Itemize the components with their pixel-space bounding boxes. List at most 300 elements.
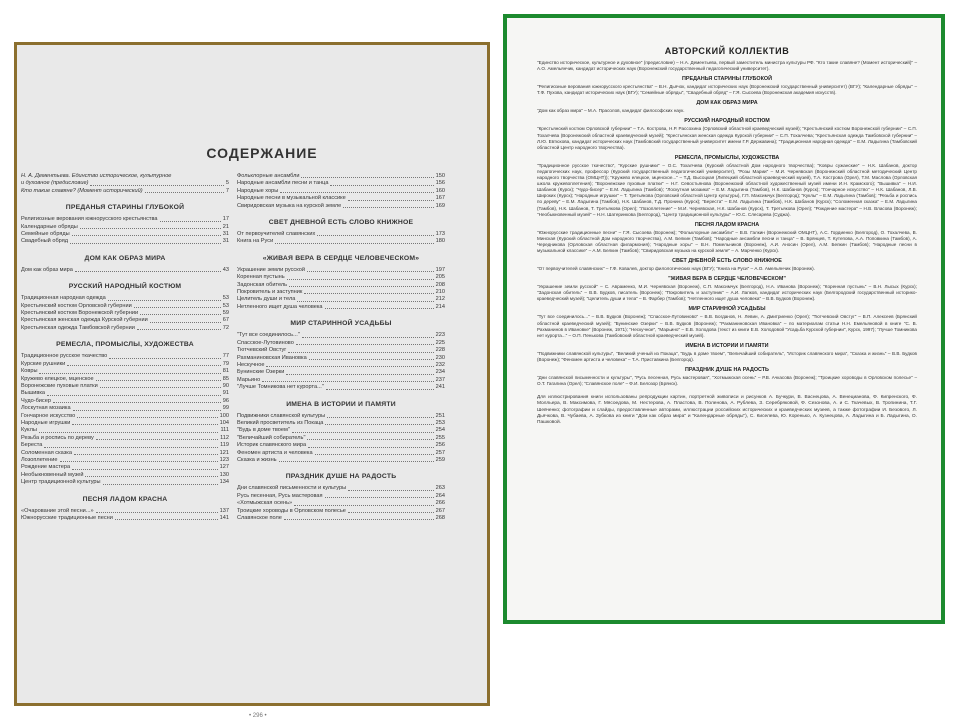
entry-page-number: 43: [222, 266, 229, 273]
contents-entry: [237, 420, 445, 427]
entry-title: Историк славянского мира: [237, 442, 307, 449]
entry-page-number: 79: [222, 360, 229, 367]
section-heading: РУССКИЙ НАРОДНЫЙ КОСТЮМ: [68, 283, 182, 291]
contents-entry: [237, 274, 445, 281]
illustrations-note: Для иллюстрирования книги использованы репродукции картин, портретной живописи и рисунков А. Бучкури, В. Васнецова, А. Венецианова, Ф. Кипренского, Ф. Молльера, В. Максимова, Г. Мясоедова, М. Нестерова, А. Пластова, В. Поленова, А. Рублева, З. Серебряковой, Ф. Сезонова, А. и С. Ткачевых, В. Тропинина, Т.Г. Шевченко; фотографии и слайды, предоставленные авторами, иллюстрации российских исторических и краеведческих музеев, а также фотографии И. Безового, Л. Дьячкова, В. Чубаева, А. Зубкова из книги "Дом как образ мира" и "Календарные обряды"), С. Киселева, Ю. Коренько, А. Кузнецова, А. Ладыгина и Б. Ладыгина, О. Пашковой.: [537, 395, 917, 426]
dot-leader: [72, 235, 221, 236]
dot-leader: [115, 519, 218, 520]
entry-title: Береста: [21, 442, 43, 449]
entry-page-number: 208: [435, 281, 445, 288]
dot-leader: [108, 300, 221, 301]
entry-title: Соломенная сказка: [21, 449, 72, 456]
section-heading: СВЕТ ДНЕВНОЙ ЕСТЬ СЛОВО КНИЖНОЕ: [268, 219, 414, 227]
contents-entry: [21, 238, 229, 245]
entry-title: Дни славянской письменности и культуры: [237, 485, 347, 492]
dot-leader: [308, 447, 434, 448]
contents-entry: [21, 216, 229, 223]
entry-page-number: 257: [435, 449, 445, 456]
dot-leader: [325, 497, 434, 498]
contents-entry: [237, 238, 445, 245]
entry-title: Нетленного ищет душа человека: [237, 303, 323, 310]
contents-entry: [237, 442, 445, 449]
authors-section-text: "Тут все соединилось..." – В.В. Будков (Воронеж); "Спасское-Лутовиново" – В.В. Богданов, Н. Левин, А. Дмитриенко (Орел); "Тютчевский Овстуг" – В.П. Алексеев (Брянский областной краеведческий музей); "Бунинские Озерки" – В.В. Будков (Воронеж); "Рахманиновская Ивановка" – по материалам статьи Н.Н. Емельяновой в книге "С. В. Рахманинов в Ивановке" (Воронеж, 1971); "Нескучное", "Марьино" – Е.В. Холодова (текст из книги Е.В. Холодовой "Усадьба Курской губернии", Курск, 1997); "Лучше Томникова нет курорта..." – О.П. Пенькова (Тамбовский областной краеведческий музей).: [537, 314, 917, 338]
entry-title: "Будь в доме твоем": [237, 427, 290, 434]
authors-sections: [537, 76, 917, 387]
entry-title: Великий просветитель из Покаца: [237, 419, 324, 426]
dot-leader: [67, 365, 221, 366]
contents-section: [237, 473, 445, 522]
entry-title: Кто такие славяне? (Момент исторический): [21, 187, 143, 194]
entry-page-number: 96: [222, 397, 229, 404]
dot-leader: [292, 432, 434, 433]
entry-page-number: 225: [435, 339, 445, 346]
entry-title: Свадебный обряд: [21, 238, 69, 245]
entry-page-number: 81: [222, 368, 229, 375]
entry-title: Лоскутная мозаика: [21, 405, 71, 412]
contents-entry: [237, 413, 445, 420]
entry-title: Рождение мастера: [21, 464, 71, 471]
contents-section: [21, 283, 229, 332]
dot-leader: [103, 484, 218, 485]
dot-leader: [137, 329, 221, 330]
contents-entry: [237, 500, 445, 507]
authors-page: [507, 18, 941, 620]
authors-section-text: "Дом как образ мира" – М.А. Прасолов, кандидат философских наук.: [537, 108, 685, 114]
entry-page-number: 234: [435, 369, 445, 376]
entry-title: «Хотмыжская осень»: [237, 500, 293, 507]
contents-entry: [237, 289, 445, 296]
entry-page-number: 210: [435, 289, 445, 296]
contents-entry: [237, 369, 445, 376]
entry-title: Троицкие хороводы в Орловском полесье: [237, 507, 346, 514]
entry-title: Украшение земли русской: [237, 266, 305, 273]
contents-entry: [237, 231, 445, 238]
contents-entry: [21, 515, 229, 522]
entry-title: Семейные обряды: [21, 231, 70, 238]
entry-page-number: 53: [222, 295, 229, 302]
entry-page-number: 263: [435, 485, 445, 492]
entry-title: Чудо-бисер: [21, 397, 51, 404]
authors-section-text: "Крестьянский костюм Орловской губернии" – Т.А. Кострова, Н.Р. Рассохина (Орловский областной краеведческий музей); "Крестьянский костюм Воронежской губернии" – С.П. Тохалчева (Воронежский областной краеведческий музей); "Крестьянская женская одежда Курской губернии" – С.П. Тохалчева; "Крестьянская одежда Тамбовской губернии" – Л.Ю. Евтюхова, кандидат исторических наук (Тамбовский государственный университет имени Г.Р. Державина); "Традиционная народная одежда" – Е.М. Ладыгина (Тамбовский областной Центр народного творчества).: [537, 126, 917, 150]
entry-page-number: 112: [220, 434, 229, 441]
entry-title: Тютчевский Овстуг: [237, 347, 287, 354]
entry-page-number: 180: [435, 238, 445, 245]
contents-entry: [237, 457, 445, 464]
dot-leader: [289, 286, 434, 287]
contents-section: [237, 173, 445, 210]
section-heading: ПРЕДАНЬЯ СТАРИНЫ ГЛУБОКОЙ: [65, 204, 185, 212]
contents-entry: [21, 427, 229, 434]
authors-section-heading: ПРАЗДНИК ДУШЕ НА РАДОСТЬ: [685, 367, 769, 373]
entry-title: Народные ансамбли песни и танца: [237, 180, 329, 187]
contents-section: [21, 496, 229, 523]
dot-leader: [287, 279, 434, 280]
contents-section: [21, 341, 229, 486]
entry-title: Коренная пустынь: [237, 274, 285, 281]
authors-section-heading: "ЖИВАЯ ВЕРА В СЕРДЦЕ ЧЕЛОВЕЧЕСКОМ": [668, 276, 786, 283]
contents-entry: [237, 485, 445, 492]
entry-page-number: 253: [435, 419, 445, 426]
authors-section-heading: МИР СТАРИННОЙ УСАДЬБЫ: [688, 306, 766, 313]
dot-leader: [294, 505, 434, 506]
entry-title: Спасское-Лутовиново: [237, 339, 294, 346]
dot-leader: [304, 293, 433, 294]
entry-page-number: 197: [435, 266, 445, 273]
entry-page-number: 228: [435, 347, 445, 354]
contents-section: [21, 255, 229, 274]
authors-section-heading: ИМЕНА В ИСТОРИИ И ПАМЯТИ: [685, 342, 769, 349]
contents-section: [237, 255, 445, 311]
entry-title: Кружево елецкое, мценское: [21, 375, 94, 382]
contents-section: [21, 204, 229, 246]
contents-entry: [237, 435, 445, 442]
entry-title: Целитель души и тела: [237, 296, 296, 303]
dot-leader: [96, 380, 221, 381]
entry-title: Куклы: [21, 427, 37, 434]
authors-content: [537, 18, 917, 431]
entry-page-number: 205: [435, 274, 445, 281]
dot-leader: [325, 308, 434, 309]
entry-title: Воронежские пуховые платки: [21, 382, 98, 389]
entry-page-number: 255: [435, 434, 445, 441]
contents-entry: [237, 195, 445, 202]
entry-title: Народные хоры: [237, 187, 279, 194]
entry-title: Ковры: [21, 368, 38, 375]
entry-title: Лозоплетение: [21, 456, 58, 463]
section-heading: «ЖИВАЯ ВЕРА В СЕРДЦЕ ЧЕЛОВЕЧЕСКОМ»: [262, 254, 420, 262]
entry-title: Задонская обитель: [237, 281, 288, 288]
contents-entry: [237, 304, 445, 311]
contents-page: [17, 45, 487, 719]
entry-page-number: 59: [222, 310, 229, 317]
dot-leader: [326, 389, 434, 390]
entry-page-number: 121: [219, 449, 229, 456]
contents-entry: [237, 296, 445, 303]
entry-page-number: 254: [435, 427, 445, 434]
dot-leader: [70, 243, 221, 244]
dot-leader: [140, 314, 221, 315]
contents-entry: [21, 457, 229, 464]
entry-page-number: 72: [222, 324, 229, 331]
entry-title: Центр традиционной культуры: [21, 479, 101, 486]
entry-page-number: 237: [435, 376, 445, 383]
entry-title: Сказка и жизнь: [237, 456, 277, 463]
entry-page-number: 91: [222, 390, 229, 397]
dot-leader: [348, 490, 434, 491]
entry-title: Традиционное русское ткачество: [21, 353, 108, 360]
entry-page-number: 130: [219, 471, 229, 478]
dot-leader: [301, 177, 433, 178]
contents-entry: [21, 295, 229, 302]
entry-page-number: 156: [435, 180, 445, 187]
contents-entry: [21, 383, 229, 390]
entry-page-number: 119: [220, 442, 229, 449]
entry-title: Покровитель и заступник: [237, 289, 303, 296]
dot-leader: [296, 344, 434, 345]
contents-entry: [237, 347, 445, 354]
entry-title: Дом как образ мира: [21, 266, 73, 273]
entry-title: Рахманиновская Ивановка: [237, 354, 307, 361]
contents-entry: [237, 282, 445, 289]
dot-leader: [39, 373, 220, 374]
entry-page-number: 21: [222, 223, 229, 230]
dot-leader: [315, 454, 434, 455]
entry-title: "Тут все соединилось...": [237, 332, 300, 339]
entry-title: Традиционная народная одежда: [21, 295, 106, 302]
contents-section: [237, 219, 445, 246]
entry-page-number: 137: [219, 507, 229, 514]
dot-leader: [348, 200, 434, 201]
section-heading: МИР СТАРИННОЙ УСАДЬБЫ: [290, 320, 392, 328]
entry-title: Резьба и роспись по дереву: [21, 434, 94, 441]
entry-page-number: 268: [435, 515, 445, 521]
entry-title: Вышивка: [21, 390, 46, 397]
contents-entry: [21, 479, 229, 486]
dot-leader: [330, 185, 433, 186]
contents-entry: [237, 203, 445, 210]
entry-page-number: 241: [435, 384, 445, 391]
authors-intro: "Единство историческое, культурное и духовное" (предисловие) – Н.А. Дементьева, первый заместитель министра культуры РФ. "Кто такие славяне? (Момент исторический)" – А.О. Амельянчик, кандидат исторических наук (Воронежский государственный педагогический университет).: [537, 60, 917, 72]
authors-section-text: "Украшение земли русской" – С. Авраменко, М.И. Чернявская (Воронеж), С.П. Максимчук (Белгород), Н.А. Иванова (Воронеж); "Коренная пустынь" – В.Н. Лысых (Курск); "Задонская обитель" – В.В. Будков, писатель (Воронеж); "Покровитель и заступник" – А.И. Лапков, кандидат исторических наук (Белгородский государственный историко-краеведческий музей); "Целитель души и тела" – В. Фарбер (Тамбов); "Нетленного ищет душа человека" – В.В. Будков (Воронеж).: [537, 284, 917, 302]
entry-page-number: 90: [222, 382, 229, 389]
dot-leader: [72, 469, 218, 470]
dot-leader: [275, 243, 433, 244]
entry-page-number: 264: [435, 492, 445, 499]
entry-page-number: 134: [219, 479, 229, 486]
contents-entry: [237, 332, 445, 339]
section-heading: ПЕСНЯ ЛАДОМ КРАСНА: [82, 495, 168, 503]
entry-title: Книга на Руси: [237, 238, 274, 245]
dot-leader: [85, 476, 217, 477]
contents-entry: [21, 361, 229, 368]
entry-page-number: 127: [219, 464, 229, 471]
entry-title: Крестьянский костюм Воронежской губернии: [21, 310, 139, 317]
entry-title: Курские рушники: [21, 360, 66, 367]
contents-entry: [21, 420, 229, 427]
contents-section: [237, 320, 445, 391]
entry-title: Необыкновенный музей: [21, 471, 84, 478]
contents-left-column: [21, 173, 229, 522]
entry-page-number: 104: [219, 419, 229, 426]
dot-leader: [348, 512, 434, 513]
contents-entry: [21, 353, 229, 360]
contents-entry: [21, 180, 229, 187]
entry-page-number: 17: [222, 216, 229, 223]
entry-page-number: 150: [435, 173, 445, 179]
contents-entry: [21, 398, 229, 405]
contents-entry: [237, 508, 445, 515]
dot-leader: [109, 358, 220, 359]
dot-leader: [309, 359, 434, 360]
entry-page-number: 160: [435, 187, 445, 194]
contents-entry: [21, 390, 229, 397]
entry-page-number: 259: [435, 456, 445, 463]
dot-leader: [60, 461, 218, 462]
dot-leader: [307, 271, 434, 272]
contents-entry: [237, 384, 445, 391]
dot-leader: [96, 512, 218, 513]
authors-section-heading: ДОМ КАК ОБРАЗ МИРА: [696, 100, 758, 107]
authors-section-heading: РЕМЕСЛА, ПРОМЫСЛЫ, ХУДОЖЕСТВА: [674, 154, 780, 161]
dot-leader: [266, 366, 433, 367]
authors-section-text: "Дни славянской письменности и культуры", "Русь песенная, Русь мастеровая", "Хотмыжская осень" – Р.В. Ачкасова (Воронеж); "Троицкие хороводы в Орловском полесье" – О.Т. Гагалина (Орел); "Славянское поле" – Ф.И. Белозор (Брянск).: [537, 375, 917, 387]
contents-section: [21, 173, 229, 195]
entry-title: Подвижники славянской культуры: [237, 412, 326, 419]
dot-leader: [72, 424, 217, 425]
entry-page-number: 99: [222, 405, 229, 412]
entry-page-number: 232: [435, 361, 445, 368]
entry-title: Южнорусские традиционные песни: [21, 515, 113, 521]
contents-entry: [21, 325, 229, 332]
entry-title: Бунинские Озерки: [237, 369, 285, 376]
entry-title: Марьино: [237, 376, 261, 383]
entry-title: Календарные обряды: [21, 223, 78, 230]
authors-section-text: "Южнорусские традиционные песни" – Г.Я. Сысоева (Воронеж); "Фольклорные ансамбли" – В.В. Галкин (Воронежский ОМЦНТ), А.С. Гордиенко (Белгород), О. Тохалчева, В. Минская (Курский областной Дом народного творчества), А.М. Белкин (Тамбов); "Народные ансамбли песни и танца" – В. Брянцев, Т. Кутепова, А.А. Поповкина (Тамбов), А. Чередникова (Орловская областная филармония); "Народные хоры" – В.Н. Помельников (Воронеж), А.И. Аносин (Орел), А.М. Белкин (Тамбов); "Народные песни в музыкальной классике" – А.М. Белкин (Тамбов); "Свиридовская музыка на курской земле" – А. Марченко (Курск).: [537, 229, 917, 253]
entry-title: Крестьянский костюм Орловской губернии: [21, 302, 132, 309]
dot-leader: [77, 417, 217, 418]
entry-title: «Очарование этой песни...»: [21, 507, 94, 514]
entry-page-number: 53: [222, 302, 229, 309]
dot-leader: [96, 439, 218, 440]
dot-leader: [280, 192, 433, 193]
dot-leader: [80, 228, 221, 229]
dot-leader: [150, 322, 221, 323]
entry-title: Свиридовская музыка на курской земле: [237, 202, 342, 209]
dot-leader: [53, 402, 221, 403]
authors-section-heading: СВЕТ ДНЕВНОЙ ЕСТЬ СЛОВО КНИЖНОЕ: [672, 258, 782, 265]
entry-page-number: 266: [435, 500, 445, 507]
contents-entry: [21, 303, 229, 310]
section-heading: РЕМЕСЛА, ПРОМЫСЛЫ, ХУДОЖЕСТВА: [56, 341, 194, 349]
dot-leader: [297, 301, 433, 302]
dot-leader: [75, 271, 221, 272]
entry-page-number: 77: [222, 353, 229, 360]
contents-entry: [21, 435, 229, 442]
contents-entry: [21, 405, 229, 412]
dot-leader: [302, 337, 434, 338]
contents-entry: [21, 267, 229, 274]
entry-page-number: 7: [225, 187, 229, 194]
entry-page-number: 85: [222, 375, 229, 382]
entry-title: "Величайший собиратель": [237, 434, 306, 441]
dot-leader: [47, 395, 221, 396]
dot-leader: [145, 192, 224, 193]
authors-section-heading: ПЕСНЯ ЛАДОМ КРАСНА: [694, 221, 760, 228]
dot-leader: [288, 352, 433, 353]
entry-page-number: 267: [435, 507, 445, 514]
entry-page-number: 214: [435, 303, 445, 310]
entry-title: Славянское поле: [237, 515, 282, 521]
contents-entry: [237, 180, 445, 187]
entry-page-number: 5: [225, 180, 229, 187]
entry-page-number: 173: [435, 231, 445, 238]
authors-section-text: "Традиционное русское ткачество", "Курские рушники" – О.С. Тохалчева (Курский областной Дом народного творчества); "Ковры сужанские" – Н.К. Шабанов, доктор педагогических наук, профессор (Курский государственный педагогический университет), "Розы Марии" – М.И. Чернявская (Воронежский областной методический Центр народного творчества (ОМЦНТ)); "Кружево елецкое, мценское..." – Т.Д. Высоцкая (Липецкий областной краеведческий музей), Т.А. Кострова (Орел), Т.М. Маслова (Орловская школа кружевоплетения); "Воронежские пуховые платки" – Н.Г. Севостьянова (Воронежский областной художественный музей имени И.Н. Крамского); "Вышивка" – Н.И. Шабанов (Курск); "Чудо-бисер" – Е.М. Ладыгина (Тамбов); "Лоскутная мозаика" – Е.М. Ладыгина (Тамбов), Н.К. Шабанов (Курск); "Гончарное искусство" – Н.К. Шабанов, Л.В. Широких (Курск); "Народные игрушки" – Т. Третьякова (Орловский областной Центр культуры), Г.П. Максимчук (Белгород); "Куклы" – Е.М. Ладыгина (Тамбов); "Резьба и роспись по дереву" – Е.М. Ладыгина (Тамбов), Н.К. Шабанов, Т.Д. Пронина (Курск); "Береста" – Е.М. Ладыгина (Тамбов), Н.К. Шабанов (Курск); "Соломенная сказка" – Е.М. Ладыгина (Тамбов), Н.К. Шабанов, Т. Третьякова (Орел); "Лозоплетение" – М.И. Чернявская, Н.К. Шабанов (Курск), Т. Третьякова (Орел); "Рождение мастера" – Н.В. Власова (Воронеж); "Необыкновенный музей" – Н.Н. Шатеринкова (Белгород), "Центр традиционной культуры" – Ю.С. Слесарева (Суджа).: [537, 162, 917, 217]
authors-section-heading: ПРЕДАНЬЯ СТАРИНЫ ГЛУБОКОЙ: [682, 76, 772, 83]
dot-leader: [286, 374, 433, 375]
contents-entry: [237, 355, 445, 362]
contents-entry: [21, 368, 229, 375]
contents-entry: [21, 442, 229, 449]
entry-title: От первоучителей славянских: [237, 231, 316, 238]
contents-entry: [237, 340, 445, 347]
contents-entry: [237, 173, 445, 180]
contents-entry: [21, 224, 229, 231]
page-number: • 296 •: [249, 713, 267, 719]
entry-page-number: 67: [222, 317, 229, 324]
entry-page-number: 31: [222, 238, 229, 245]
dot-leader: [325, 424, 433, 425]
contents-entry: [21, 173, 229, 180]
contents-right-column: [237, 173, 445, 522]
section-heading: ИМЕНА В ИСТОРИИ И ПАМЯТИ: [286, 400, 396, 408]
contents-entry: [237, 362, 445, 369]
entry-page-number: 111: [220, 427, 229, 434]
entry-page-number: 167: [435, 195, 445, 202]
contents-entry: [21, 413, 229, 420]
entry-page-number: 223: [435, 332, 445, 339]
entry-title: Крестьянская одежда Тамбовской губернии: [21, 324, 135, 331]
dot-leader: [39, 432, 219, 433]
dot-leader: [343, 207, 433, 208]
contents-entry: [237, 515, 445, 522]
authors-section-text: "От первоучителей славянских" – Г.Ф. Ковалев, доктор филологических наук (ВГУ); "Книга на Руси" – А.О. Амельянчик (Воронеж).: [537, 266, 815, 272]
entry-title: Н. А. Дементьева. Единство историческое, культурное: [21, 173, 172, 179]
entry-page-number: 169: [435, 202, 445, 209]
entry-title: Религиозные верования южнорусского крестьянства: [21, 216, 158, 223]
entry-page-number: 251: [435, 412, 445, 419]
dot-leader: [160, 221, 221, 222]
dot-leader: [134, 307, 221, 308]
authors-section-text: "Религиозные верования южнорусского крестьянства" – В.Н. Дьячок, кандидат исторических наук (Воронежский государственный университет) (ВГУ); "Календарные обряды" – Т.Ф. Пухова, кандидат исторических наук (ВГУ); "Семейные обряды", "Свадебный обряд" – Г.Я. Сысоева (Воронежская академия искусств).: [537, 84, 917, 96]
entry-page-number: 230: [435, 354, 445, 361]
entry-page-number: 100: [219, 412, 229, 419]
contents-entry: [237, 450, 445, 457]
entry-title: и духовное (предисловие): [21, 180, 89, 187]
dot-leader: [100, 387, 221, 388]
contents-entry: [237, 427, 445, 434]
authors-title: АВТОРСКИЙ КОЛЛЕКТИВ: [664, 46, 790, 56]
contents-entry: [21, 508, 229, 515]
dot-leader: [74, 454, 218, 455]
dot-leader: [90, 185, 223, 186]
entry-title: Народные песни в музыкальной классике: [237, 195, 346, 202]
entry-page-number: 31: [222, 231, 229, 238]
contents-entry: [21, 450, 229, 457]
dot-leader: [307, 439, 433, 440]
entry-title: "Лучше Томникова нет курорта...": [237, 384, 324, 391]
dot-leader: [279, 461, 434, 462]
entry-page-number: 141: [219, 515, 229, 521]
dot-leader: [44, 447, 218, 448]
contents-entry: [21, 317, 229, 324]
entry-page-number: 256: [435, 442, 445, 449]
contents-entry: [21, 188, 229, 195]
dot-leader: [317, 235, 433, 236]
section-heading: ПРАЗДНИК ДУШЕ НА РАДОСТЬ: [285, 473, 397, 481]
authors-section-text: "Подвижники славянской культуры", "Великий ученый из Покаца", "Будь в доме твоем", "Величайший собиратель", "Историк славянского мира", "Сказка и жизнь" – В.В. Будков (Воронеж); "Феномен артиста и человека" – Т.А. Приставкина (Белгород).: [537, 350, 917, 362]
contents-entry: [21, 376, 229, 383]
authors-section-heading: РУССКИЙ НАРОДНЫЙ КОСТЮМ: [684, 118, 770, 125]
contents-section: [237, 401, 445, 465]
entry-title: Феномен артиста и человека: [237, 449, 313, 456]
entry-page-number: 212: [435, 296, 445, 303]
contents-entry: [237, 493, 445, 500]
entry-title: Нескучное: [237, 361, 265, 368]
contents-entry: [237, 267, 445, 274]
entry-page-number: 123: [219, 456, 229, 463]
entry-title: Народные игрушки: [21, 419, 71, 426]
dot-leader: [73, 410, 221, 411]
